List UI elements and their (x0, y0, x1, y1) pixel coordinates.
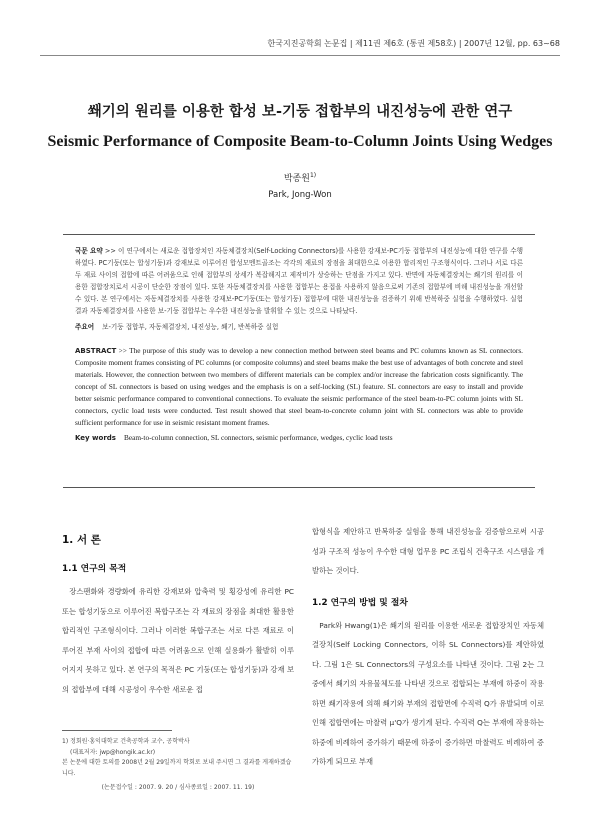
journal-header: 한국지진공학회 논문집 | 제11권 제6호 (통권 제58호) | 2007년 12월, pp. 63~68 (40, 38, 560, 56)
author-korean (0, 171, 600, 184)
abstract-korean (75, 245, 523, 318)
author-footnote-mark: 1) (309, 172, 317, 179)
author-korean-name: 박종원 (283, 174, 310, 184)
abstract-english-label: ABSTRACT (75, 346, 117, 355)
abstract-english (75, 345, 523, 429)
right-column-paragraph-2: Park와 Hwang(1)은 쐐기의 원리를 이용한 새로운 접합장치인 자동체결장치(Self Locking Connectors, 이하 SL Connectors)를 제안하였다. 그림 1은 SL Connectors의 구성요소를 나타낸 것이다. 그림 2는 그 중에서 쐐기의 자유물체도를 나타낸 것으로 접합되는 부재에 하중이 작용하면 쐐기작용에 의해 쐐기와 부재의 접합면에 수직력 Q가 유발되며 이로 인해 접합면에는 마찰력 μ'Q가 생기게 된다. 수직력 Q는 부재에 작용하는 하중에 비례하여 증가하기 때문에 하중이 증가하면 마찰력도 비례하여 증가하게 되므로 부재 (312, 620, 544, 766)
footnote-dates: (논문접수일 : 2007. 9. 20 / 심사종료일 : 2007. 11. 19) (101, 784, 255, 791)
footnote-affiliation: 1) 정회원·홍익대학교 건축공학과 교수, 공학박사 (62, 738, 190, 745)
right-column-paragraph-1: 합형식을 제안하고 반복하중 실험을 통해 내진성능을 검증함으로써 시공성과 구조적 성능이 우수한 대형 업무용 PC 조립식 건축구조 시스템을 개발하는 것이다. (312, 527, 544, 575)
footnote-divider (62, 730, 172, 731)
footnote-block (62, 737, 294, 794)
subsection-1-1-heading: 1.1 연구의 목적 (62, 564, 127, 574)
keywords-korean-text: 보-기둥 접합부, 자동체결장치, 내진성능, 쐐기, 반복하중 실험 (102, 322, 279, 331)
paper-title-english: Seismic Performance of Composite Beam-to-Column Joints Using Wedges (47, 133, 553, 150)
left-column (62, 532, 294, 699)
keywords-english-label: Key words (75, 433, 116, 442)
abstract-korean-text: >> 이 연구에서는 새로운 접합장치인 자동체결장치(Self-Locking Connectors)를 사용한 강재보-PC기둥 접합부의 내진성능에 대한 연구를 수행하였다. PC기둥(또는 합성기둥)과 강재보로 이루어진 합성모멘트골조는 각각의 재료의 장점을 최대한으로 이용한 합리적인 구조형식이다. 그러나 서로 다른 두 재료 사이의 접합에 따른 어려움으로 인해 접합부의 상세가 복잡해지고 제작비가 상승하는 단점을 가지고 있다. 반면에 자동체결장치는 쐐기의 원리를 이용한 접합장치로서 시공이 단순한 장점이 있다. 또한 자동체결장치를 사용한 접합부는 용접을 사용하지 않음으로써 기존의 접합부에 비해 내진성능을 개선할 수 있다. 본 연구에서는 자동체결장치를 사용한 강재보-PC기둥(또는 합성기둥) 접합부에 대한 내진성능을 검증하기 위해 반복하중 실험을 수행하였다. 실험결과 자동체결장치를 사용한 보-기둥 접합부는 우수한 내진성능을 발휘할 수 있는 것으로 나타났다. (75, 247, 523, 316)
right-column (312, 522, 544, 772)
subsection-1-2-heading: 1.2 연구의 방법 및 절차 (312, 597, 408, 608)
abstract-english-text: >> The purpose of this study was to develop a new connection method between steel beams and PC columns known as SL connectors. Composite moment frames consisting of PC columns (or composite columns) and steel beams make the best use of advantages of both concrete and steel materials. However, the connection between two members of different materials can be complex and/or increase the fabrication costs significantly. The concept of SL connectors is based on using wedges and the emphasis is on a self-locking (SL) feature. SL connectors are easy to install and provide better seismic performance compared to conventional connections. To evaluate the seismic performance of the steel beam-to-PC column joints with SL connectors, cyclic load tests were conducted. Test result showed that steel beam-to-concrete column joint with SL connectors was able to provide sufficient performance for use in seismic resistant moment frames. (75, 345, 523, 427)
section-1-heading: 1. 서 론 (62, 534, 101, 546)
author-english: Park, Jong-Won (268, 190, 332, 200)
footnote-email: (대표저자: jwp@hongik.ac.kr) (70, 748, 156, 756)
footnote-discussion: 본 논문에 대한 토의를 2008년 2월 29일까지 학회로 보내 주시면 그 결과를 게재하겠습니다. (62, 759, 292, 777)
keywords-korean-label: 주요어 (75, 322, 95, 331)
keywords-english-text: Beam-to-column connection, SL connectors, seismic performance, wedges, cyclic load tests (123, 432, 393, 442)
keywords-korean (75, 321, 523, 331)
paper-title-korean: 쐐기의 원리를 이용한 합성 보-기둥 접합부의 내진성능에 관한 연구 (87, 104, 513, 120)
subsection-1-1-paragraph: 장스팬화와 경량화에 유리한 강재보와 압축력 및 횡강성에 유리한 PC 또는 합성기둥으로 이루어진 복합구조는 각 재료의 장점을 최대한 활용한 합리적인 구조형식이다. 그러나 이러한 복합구조는 서로 다른 재료로 이루어진 부재 사이의 접합에 따른 어려움으로 인해 실용화가 활발히 이루어지지 못하고 있다. 본 연구의 목적은 PC 기둥(또는 합성기둥)과 강재 보의 접합부에 대해 시공성이 우수한 새로운 접 (62, 587, 294, 694)
abstract-korean-label: 국문 요약 (75, 247, 103, 255)
abstract-box (63, 234, 535, 488)
keywords-english (75, 433, 523, 442)
